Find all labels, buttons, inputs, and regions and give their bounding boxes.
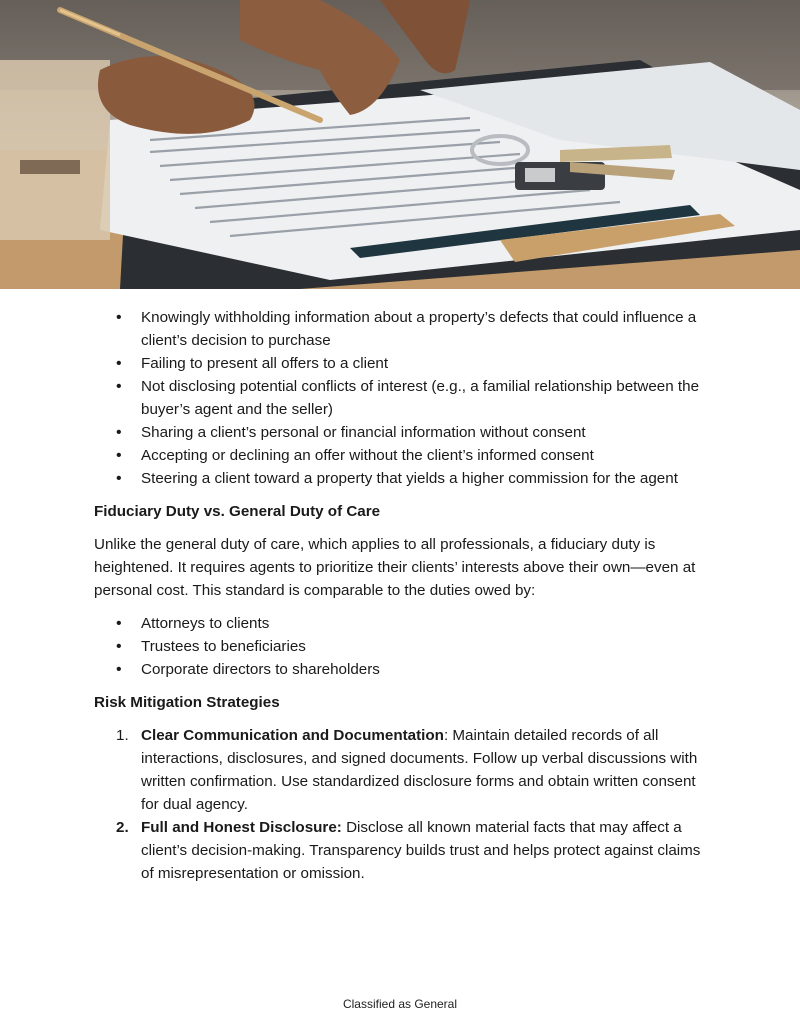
- list-item: • Accepting or declining an offer without the client’s informed consent: [94, 444, 714, 467]
- list-item: [94, 816, 714, 885]
- list-item: • Corporate directors to shareholders: [94, 658, 714, 681]
- document-body: [94, 306, 714, 885]
- list-item: • Failing to present all offers to a client: [94, 352, 714, 375]
- strategy-title: Clear Communication and Documentation: [141, 727, 444, 744]
- contract-signing-photo: [0, 0, 800, 289]
- list-item: • Knowingly withholding information about a property’s defects that could influence a client’s decision to purchase: [94, 306, 714, 352]
- strategy-text: Disclose all known material facts that may affect a client’s decision-making. Transparency builds trust and helps protect against claims of misrepresentation or omission.: [141, 819, 701, 882]
- header-photo: [0, 0, 800, 289]
- list-item: • Attorneys to clients: [94, 612, 714, 635]
- section-heading-fiduciary: Fiduciary Duty vs. General Duty of Care: [94, 503, 381, 520]
- violations-list: [94, 306, 714, 490]
- strategy-title: Full and Honest Disclosure:: [141, 819, 342, 836]
- list-item: [94, 724, 714, 816]
- list-item: • Trustees to beneficiaries: [94, 635, 714, 658]
- section-heading-risk: Risk Mitigation Strategies: [94, 694, 280, 711]
- fiduciary-paragraph: Unlike the general duty of care, which applies to all professionals, a fiduciary duty is heightened. It requires agents to prioritize their clients’ interests above their own—even at personal cost. This standard is comparable to the duties owed by:: [94, 536, 696, 599]
- list-number: 1.: [116, 727, 129, 744]
- duties-list: [94, 612, 714, 681]
- list-item: • Not disclosing potential conflicts of interest (e.g., a familial relationship between the buyer’s agent and the seller): [94, 375, 714, 421]
- list-number: 2.: [116, 819, 129, 836]
- list-item: • Sharing a client’s personal or financial information without consent: [94, 421, 714, 444]
- strategy-text: : Maintain detailed records of all interactions, disclosures, and signed documents. Follow up verbal discussions with written confirmation. Use standardized disclosure forms and obtain written consent for dual agency.: [141, 727, 698, 813]
- classification-footer: Classified as General: [342, 997, 458, 1011]
- strategies-list: [94, 724, 714, 885]
- list-item: • Steering a client toward a property that yields a higher commission for the agent: [94, 467, 714, 490]
